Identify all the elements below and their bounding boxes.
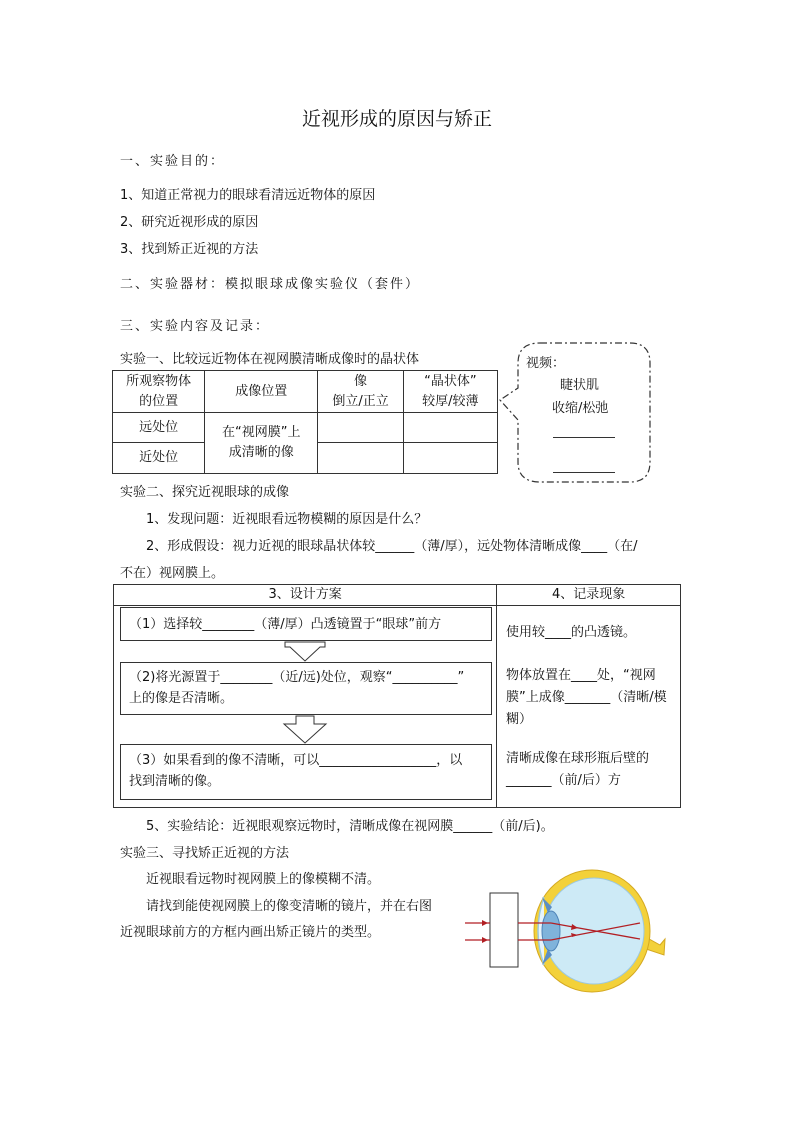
design-step-3: （3）如果看到的像不清晰，可以__________________，以 找到清晰的像。 [120,744,492,800]
callout-label: 视频： [526,356,566,371]
table-header: 所观察物体 的位置 [113,371,205,413]
record-3: 清晰成像在球形瓶后壁的_______（前/后）方 [506,751,650,788]
hypothesis-line-cont: 不在）视网膜上。 [120,566,225,581]
experiment3-title: 实验三、寻找矫正近视的方法 [120,846,290,861]
table-header: 成像位置 [205,371,318,413]
section-objectives-heading: 一、实验目的： [120,154,226,169]
table-header: 像 倒立/正立 [318,371,403,413]
question-1: 1、发现问题：近视眼看远物模糊的原因是什么？ [146,512,428,527]
design-step-2: （2)将光源置于________（近/远)处位，观察“__________” 上的像是否清晰。 [120,662,492,715]
page-title: 近视形成的原因与矫正 [301,108,492,130]
record-2: 物体放置在____处，“视网膜”上成像_______（清晰/模糊） [506,668,667,727]
design-step-1: （1）选择较________（薄/厚）凸透镜置于“眼球”前方 [120,607,492,641]
experiment3-text: 近视眼看远物时视网膜上的像模糊不清。 [146,872,381,887]
objective-item: 3、找到矫正近视的方法 [120,242,259,257]
objective-item: 1、知道正常视力的眼球看清远近物体的原因 [120,188,376,203]
experiment1-title: 实验一、比较远近物体在视网膜清晰成像时的晶状体 [120,352,420,367]
objective-item: 2、研究近视形成的原因 [120,215,259,230]
record-1: 使用较____的凸透镜。 [506,625,637,640]
callout-line1: 睫状肌 [560,378,600,393]
design-header: 3、设计方案 [114,585,497,606]
table-header: “晶状体” 较厚/较薄 [403,371,497,413]
hypothesis-line: 2、形成假设：视力近视的眼球晶状体较______（薄/厚），远处物体清晰成像____（在/ [146,539,638,554]
experiment3-text: 请找到能使视网膜上的像变清晰的镜片，并在右图 [146,899,433,914]
record-header: 4、记录现象 [497,585,681,606]
experiment3-text: 近视眼球前方的方框内画出矫正镜片的类型。 [120,925,381,940]
experiment2-title: 实验二、探究近视眼球的成像 [120,485,290,500]
correction-lens-box[interactable] [490,893,518,967]
table-cell: 在“视网膜”上 成清晰的像 [205,413,318,474]
section-materials-heading: 二、实验器材：模拟眼球成像实验仪（套件） [120,277,421,292]
conclusion: 5、实验结论：近视眼观察远物时，清晰成像在视网膜______（前/后)。 [146,819,554,834]
myopic-eye-diagram [460,855,670,995]
callout-line2: 收缩/松弛 [552,401,609,416]
section-content-heading: 三、实验内容及记录： [120,319,271,334]
table-cell: 远处位 [113,413,205,443]
table-cell: 近处位 [113,443,205,474]
